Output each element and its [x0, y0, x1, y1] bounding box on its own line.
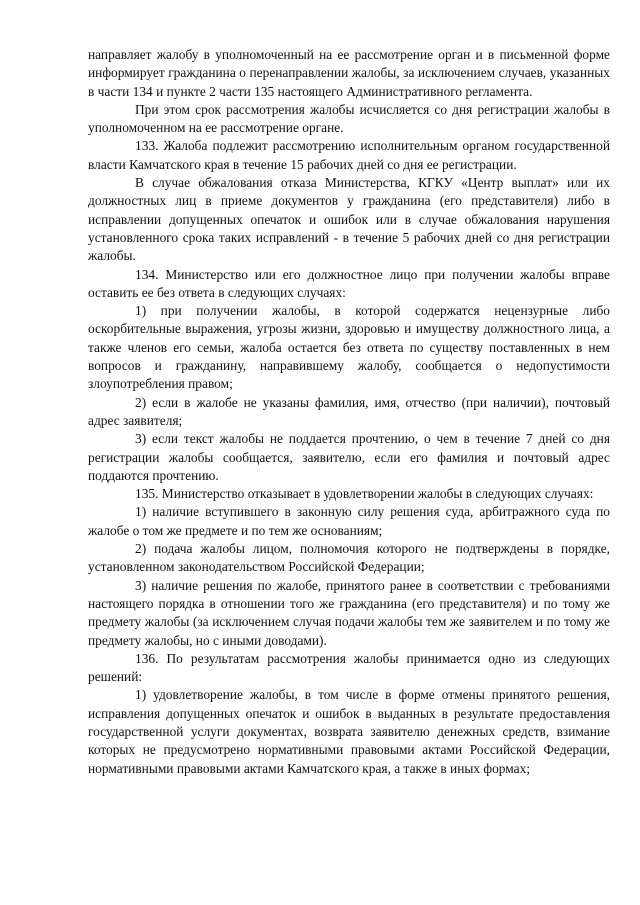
paragraph: 2) подача жалобы лицом, полномочия которого не подтверждены в порядке, установленном законодательством Российской Федерации; [88, 541, 610, 575]
paragraph: 134. Министерство или его должностное лицо при получении жалобы вправе оставить ее без ответа в следующих случаях: [88, 266, 610, 300]
paragraph: 135. Министерство отказывает в удовлетворении жалобы в следующих случаях: [135, 486, 594, 502]
document-page [88, 46, 610, 778]
paragraph: направляет жалобу в уполномоченный на ее рассмотрение орган и в письменной форме информирует гражданина о перенаправлении жалобы, за исключением случаев, указанных в части 134 и пункте 2 части 135 настоящего Административного регламента. [88, 47, 610, 99]
paragraph: 2) если в жалобе не указаны фамилия, имя, отчество (при наличии), почтовый адрес заявителя; [88, 394, 610, 428]
paragraph: 3) наличие решения по жалобе, принятого ранее в соответствии с требованиями настоящего порядка в отношении того же гражданина (его представителя) и по тому же предмету жалобы (за исключением случая подачи жалобы тем же заявителем и по тому же предмету жалобы, но с иными доводами). [88, 577, 610, 648]
paragraph: 1) наличие вступившего в законную силу решения суда, арбитражного суда по жалобе о том же предмете и по тем же основаниям; [88, 504, 610, 538]
paragraph: 1) удовлетворение жалобы, в том числе в форме отмены принятого решения, исправления допущенных опечаток и ошибок в выданных в результате предоставления государственной услуги документах, возврата заявителю денежных средств, взимание которых не предусмотрено нормативными правовыми актами Российской Федерации, нормативными правовыми актами Камчатского края, а также в иных формах; [88, 687, 610, 776]
paragraph: В случае обжалования отказа Министерства, КГКУ «Центр выплат» или их должностных лиц в приеме документов у гражданина (его представителя) либо в исправлении допущенных опечаток и ошибок или в случае обжалования нарушения установленного срока таких исправлений - в течение 5 рабочих дней со дня регистрации жалобы. [88, 175, 610, 264]
paragraph: 3) если текст жалобы не поддается прочтению, о чем в течение 7 дней со дня регистрации жалобы сообщается, заявителю, если его фамилия и почтовый адрес поддаются прочтению. [88, 431, 610, 483]
paragraph: При этом срок рассмотрения жалобы исчисляется со дня регистрации жалобы в уполномоченном на ее рассмотрение органе. [88, 101, 610, 136]
paragraph: 136. По результатам рассмотрения жалобы принимается одно из следующих решений: [88, 650, 610, 685]
paragraph: 133. Жалоба подлежит рассмотрению исполнительным органом государственной власти Камчатского края в течение 15 рабочих дней со дня ее регистрации. [88, 138, 610, 172]
paragraph: 1) при получении жалобы, в которой содержатся нецензурные либо оскорбительные выражения, угрозы жизни, здоровью и имуществу должностного лица, а также членов его семьи, жалоба остается без ответа по существу поставленных в нем вопросов и гражданину, направившему жалобу, сообщается о недопустимости злоупотребления правом; [88, 303, 610, 392]
